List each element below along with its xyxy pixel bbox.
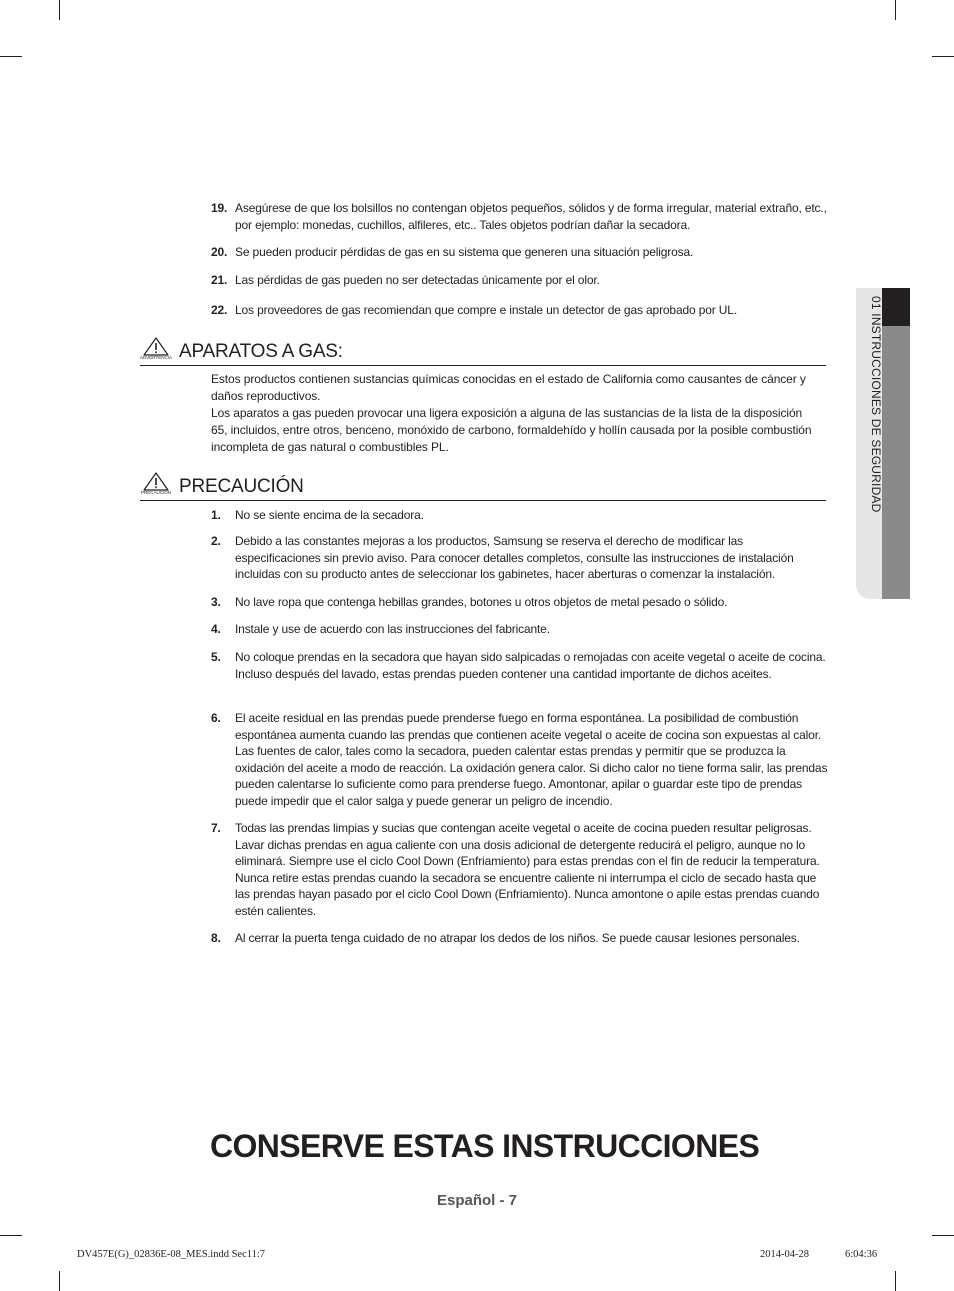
footer-time: 6:04:36 xyxy=(845,1249,878,1260)
list-item xyxy=(211,533,829,583)
item-text: No se siente encima de la secadora. xyxy=(235,508,424,522)
warning-paragraph: Los aparatos a gas pueden provocar una ligera exposición a alguna de las sustancias de la lista de la disposición 65, incluidos, entre otros, benceno, monóxido de carbono, formaldehído y hollín causada por la posible combustión incompleta de gas natural o combustibles PL. xyxy=(211,406,812,454)
item-text: No coloque prendas en la secadora que hayan sido salpicadas o remojadas con aceite vegetal o aceite de cocina. Incluso después del lavado, estas prendas pueden contener una cantidad importante de dichos aceites. xyxy=(235,650,826,681)
item-number: 7. xyxy=(211,821,221,835)
item-text: No lave ropa que contenga hebillas grandes, botones u otros objetos de metal pesado o sólido. xyxy=(235,595,728,609)
warning-heading xyxy=(140,337,826,366)
list-item xyxy=(211,649,829,682)
list-item xyxy=(211,594,829,611)
closing-title: CONSERVE ESTAS INSTRUCCIONES xyxy=(210,1128,760,1164)
item-number: 3. xyxy=(211,595,221,609)
item-number: 19. xyxy=(211,201,228,215)
crop-mark xyxy=(59,1271,60,1291)
item-number: 6. xyxy=(211,711,221,725)
item-text: Todas las prendas limpias y sucias que contengan aceite vegetal o aceite de cocina pueden resultar peligrosas. Lavar dichas prendas en agua caliente con una dosis adicional de detergente reducirá el peligro, aunque no lo eliminará. Siempre use el ciclo Cool Down (Enfriamiento) para estas prendas con el fin de reducir la temperatura. Nunca retire estas prendas cuando la secadora se encuentre caliente ni interrumpa el ciclo de secado hasta que las prendas hayan pasado por el ciclo Cool Down (Enfriamiento). Nunca amontone o apile estas prendas cuando estén calientes. xyxy=(235,821,820,918)
list-item xyxy=(211,272,829,289)
item-text: El aceite residual en las prendas puede prenderse fuego en forma espontánea. La posibilidad de combustión espontánea aumenta cuando las prendas que contienen aceite vegetal o aceite de cocina son expuestas al calor. Las fuentes de calor, tales como la secadora, pueden calentar estas prendas y permitir que se produzca la oxidación del aceite a modo de reacción. La oxidación genera calor. Si dicho calor no tiene forma salir, las prendas pueden calentarse lo suficiente como para prenderse fuego. Amontonar, apilar o guardar este tipo de prendas puede impedir que el calor salga y puede generar un peligro de incendio. xyxy=(235,711,828,808)
side-tab-marker xyxy=(882,288,910,326)
crop-mark xyxy=(895,1271,896,1291)
item-number: 4. xyxy=(211,622,221,636)
item-number: 21. xyxy=(211,273,228,287)
caution-icon-caption: PRECAUCIÓN xyxy=(140,490,171,495)
list-item xyxy=(211,930,829,947)
item-number: 1. xyxy=(211,508,221,522)
list-item xyxy=(211,820,829,920)
list-item xyxy=(211,200,829,233)
page-number: Español - 7 xyxy=(436,1192,518,1209)
item-number: 22. xyxy=(211,303,228,317)
list-item xyxy=(211,507,829,524)
crop-mark xyxy=(0,1235,22,1236)
item-text: Los proveedores de gas recomiendan que compre e instale un detector de gas aprobado por UL. xyxy=(235,303,738,317)
item-text: Instale y use de acuerdo con las instrucciones del fabricante. xyxy=(235,622,550,636)
warning-icon-caption: ADVERTENCIA xyxy=(140,355,172,360)
item-text: Debido a las constantes mejoras a los productos, Samsung se reserva el derecho de modificar las especificaciones sin previo aviso. Para conocer detalles completos, consulte las instrucciones de instalación incluidas con su producto antes de seleccionar los gabinetes, hacer aberturas o comenzar la instalación. xyxy=(235,534,794,582)
list-item xyxy=(211,244,829,261)
crop-mark xyxy=(59,0,60,20)
section-title: APARATOS A GAS: xyxy=(179,341,343,362)
footer-date: 2014-04-28 xyxy=(760,1249,809,1260)
crop-mark xyxy=(895,0,896,20)
warning-icon xyxy=(140,337,172,360)
caution-icon xyxy=(140,472,172,495)
footer-file: DV457E(G)_02836E-08_MES.indd Sec11:7 xyxy=(77,1249,266,1260)
list-item xyxy=(211,302,829,319)
item-number: 2. xyxy=(211,534,221,548)
warning-paragraph: Estos productos contienen sustancias químicas conocidas en el estado de California como causantes de cáncer y daños reproductivos. xyxy=(211,372,806,403)
item-number: 5. xyxy=(211,650,221,664)
item-text: Asegúrese de que los bolsillos no contengan objetos pequeños, sólidos y de forma irregular, material extraño, etc., por ejemplo: monedas, cuchillos, alfileres, etc.. Tales objetos podrían dañar la secadora. xyxy=(235,201,827,232)
crop-mark xyxy=(0,56,22,57)
item-text: Las pérdidas de gas pueden no ser detectadas únicamente por el olor. xyxy=(235,273,600,287)
caution-heading xyxy=(140,472,826,501)
crop-mark xyxy=(932,56,954,57)
list-item xyxy=(211,621,829,638)
list-item xyxy=(211,710,829,810)
item-number: 8. xyxy=(211,931,221,945)
item-text: Al cerrar la puerta tenga cuidado de no atrapar los dedos de los niños. Se puede causar lesiones personales. xyxy=(235,931,800,945)
crop-mark xyxy=(932,1235,954,1236)
side-tab-label: 01 INSTRUCCIONES DE SEGURIDAD xyxy=(869,296,883,513)
item-number: 20. xyxy=(211,245,228,259)
side-tab-bar xyxy=(882,326,910,599)
section-title: PRECAUCIÓN xyxy=(179,476,304,497)
item-text: Se pueden producir pérdidas de gas en su sistema que generen una situación peligrosa. xyxy=(235,245,694,259)
